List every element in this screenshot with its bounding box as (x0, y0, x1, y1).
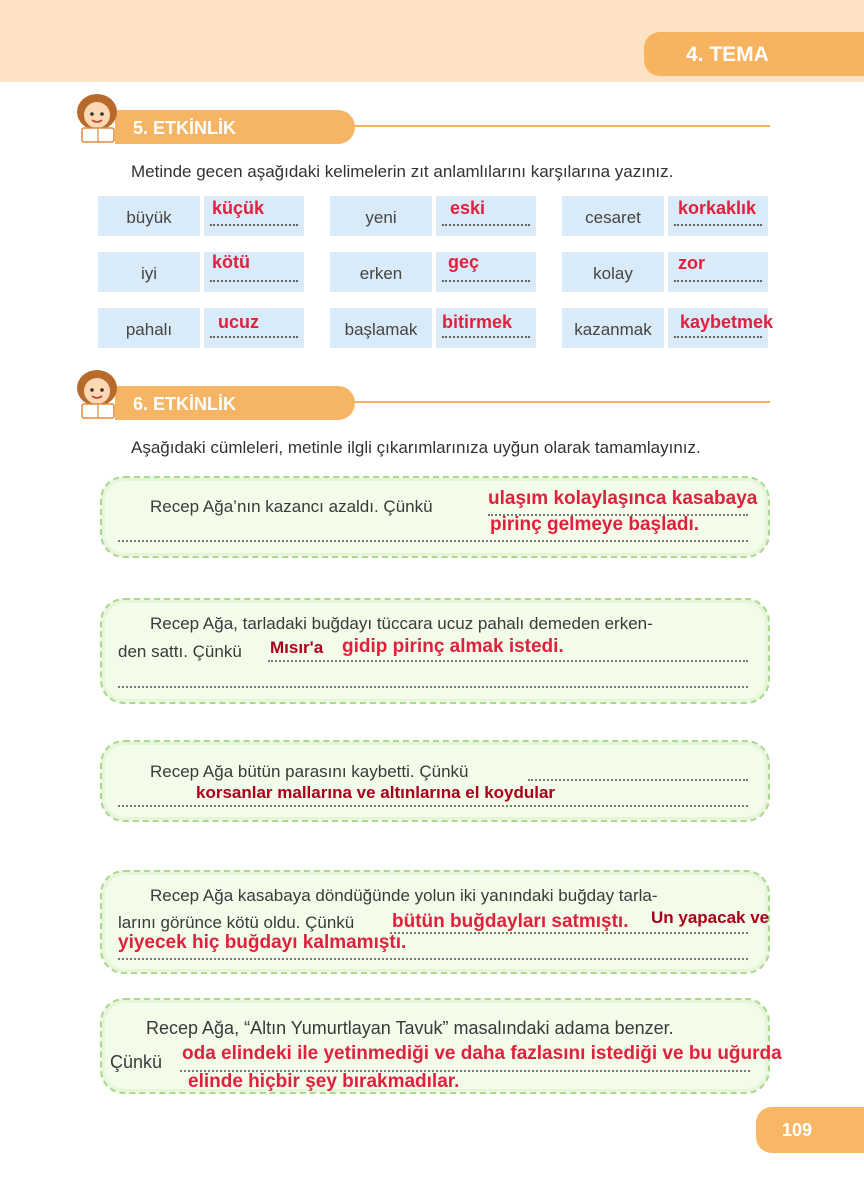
answer-text: ucuz (218, 312, 260, 332)
word-cell: büyük (98, 196, 200, 236)
answer-text: geç (448, 252, 480, 272)
answer-text: Un yapacak ve (651, 908, 770, 927)
answer-text: kaybetmek (680, 312, 774, 332)
word-cell: kolay (562, 252, 664, 292)
tema-label: 4. TEMA (644, 32, 864, 76)
word-cell: başlamak (330, 308, 432, 348)
answer-text: yiyecek hiç buğdayı kalmamıştı. (118, 932, 407, 953)
etkinlik6-instruction: Aşağıdaki cümleleri, metinle ilgli çıkarımlarınıza uyğun olarak tamamlayınız. (131, 438, 701, 457)
sentence-text: Çünkü (110, 1052, 163, 1072)
sentence-text: Recep Ağa kasabaya döndüğünde yolun iki yanındaki buğday tarla- (150, 886, 658, 905)
reading-girl-icon (70, 366, 124, 422)
answer-text: korsanlar mallarına ve altınlarına el koydular (196, 783, 556, 802)
sentence-text: den sattı. Çünkü (118, 642, 242, 661)
sentence-text: Recep Ağa bütün parasını kaybetti. Çünkü (150, 762, 469, 781)
answer-text: oda elindeki ile yetinmediği ve daha fazlasını istediği ve bu uğurda (182, 1043, 782, 1064)
word-cell: kazanmak (562, 308, 664, 348)
answer-text: pirinç gelmeye başladı. (490, 514, 700, 535)
answer-text: kötü (212, 252, 250, 272)
answer-text: elinde hiçbir şey bırakmadılar. (188, 1071, 460, 1092)
sentence-text: Recep Ağa, tarladaki buğdayı tüccara ucuz pahalı demeden erken- (150, 614, 653, 633)
answer-line[interactable] (118, 686, 748, 688)
etkinlik5-header (70, 110, 780, 150)
sentence-text: Recep Ağa’nın kazancı azaldı. Çünkü (150, 497, 433, 516)
sentence-text: larını görünce kötü oldu. Çünkü (118, 913, 355, 932)
etkinlik5-title: 5. ETKİNLİK (115, 110, 355, 144)
etkinlik6-title: 6. ETKİNLİK (115, 386, 355, 420)
answer-line[interactable] (118, 958, 748, 960)
answer-text: eski (450, 198, 486, 218)
word-cell: yeni (330, 196, 432, 236)
word-cell: cesaret (562, 196, 664, 236)
answer-text: korkaklık (678, 198, 757, 218)
word-cell: pahalı (98, 308, 200, 348)
answer-text: bitirmek (442, 312, 513, 332)
reading-girl-icon (70, 90, 124, 146)
answer-text: zor (678, 253, 705, 273)
answer-text: gidip pirinç almak istedi. (342, 636, 564, 657)
answer-text: Mısır'a (270, 638, 324, 657)
answer-line[interactable] (118, 540, 748, 542)
word-cell: erken (330, 252, 432, 292)
answer-text: küçük (212, 198, 265, 218)
answer-line[interactable] (528, 779, 748, 781)
sentence-text: Recep Ağa, “Altın Yumurtlayan Tavuk” masalındaki adama benzer. (146, 1018, 674, 1038)
word-cell: iyi (98, 252, 200, 292)
answer-line[interactable] (118, 805, 748, 807)
page-number: 109 (756, 1107, 864, 1153)
etkinlik6-header (70, 386, 780, 426)
answer-text: bütün buğdayları satmıştı. (392, 911, 629, 932)
answer-line[interactable] (268, 660, 748, 662)
answer-text: ulaşım kolaylaşınca kasabaya (488, 488, 758, 509)
etkinlik5-instruction: Metinde gecen aşağıdaki kelimelerin zıt anlamlılarını karşılarına yazınız. (131, 162, 674, 181)
